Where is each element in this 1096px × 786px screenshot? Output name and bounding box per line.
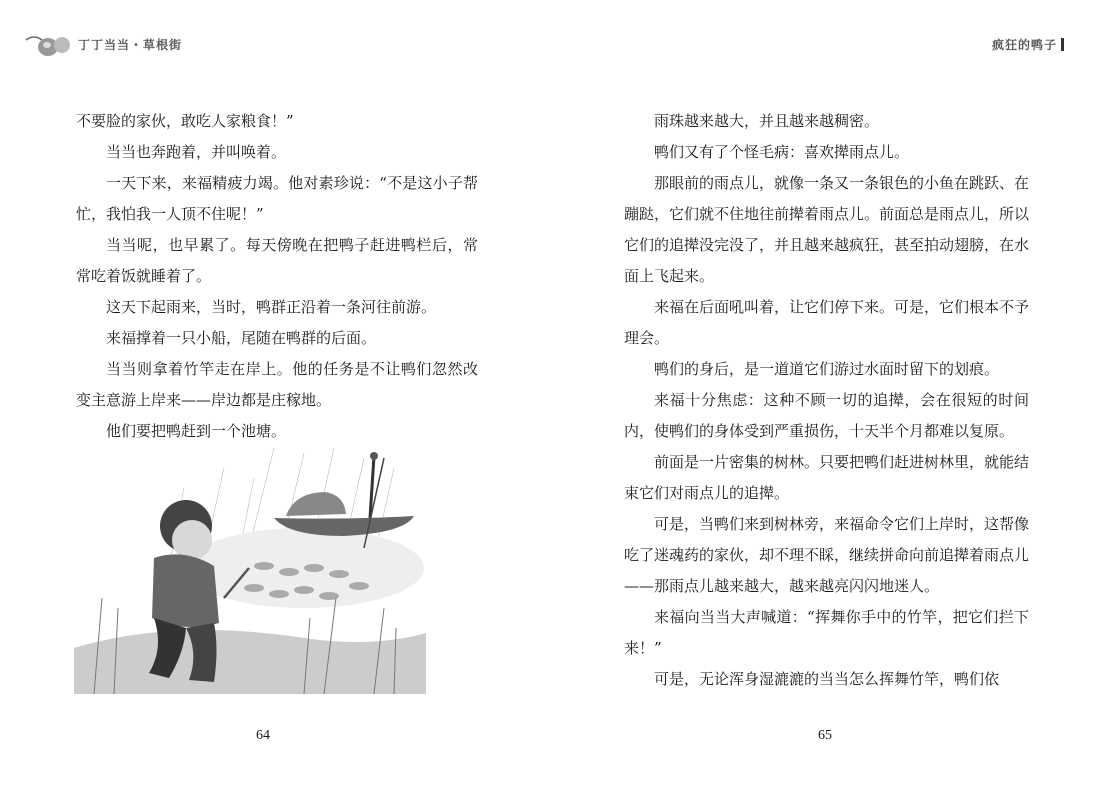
paragraph: 雨珠越来越大，并且越来越稠密。 [654,112,880,130]
chapter-title: 疯狂的鸭子 [991,38,1057,52]
paragraph: 那眼前的雨点儿，就像一条又一条银色的小鱼在跳跃、在蹦跶，它们就不住地往前撵着雨点儿。前面总是雨点儿，所以它们的追撵没完没了，并且越来越疯狂，甚至拍动翅膀，在水面上飞起来。 [624,174,1030,285]
paragraph: 当当则拿着竹竿走在岸上。他的任务是不让鸭们忽然改变主意游上岸来——岸边都是庄稼地。 [76,360,478,409]
paragraph: 鸭们又有了个怪毛病：喜欢撵雨点儿。 [654,143,910,161]
running-header-chapter [992,36,1064,53]
paragraph: 他们要把鸭赶到一个池塘。 [106,422,287,440]
gourd-logo-icon [24,30,74,60]
paragraph: 可是，无论浑身湿漉漉的当当怎么挥舞竹竿，鸭们依 [654,670,1000,688]
right-page-text [624,106,1029,695]
page-number: 64 [256,728,270,743]
paragraph: 一天下来，来福精疲力竭。他对素珍说：“不是这小子帮忙，我怕我一人顶不住呢！” [76,174,478,223]
paragraph: 来福向当当大声喊道：“挥舞你手中的竹竿，把它们拦下来！” [624,608,1029,657]
paragraph: 当当也奔跑着，并叫唤着。 [106,143,287,161]
right-page [548,0,1096,786]
paragraph: 前面是一片密集的树林。只要把鸭们赶进树林里，就能结束它们对雨点儿的追撵。 [624,453,1030,502]
running-header: 丁丁当当・草根街 [78,38,183,52]
paragraph: 不要脸的家伙，敢吃人家粮食！” [76,112,294,130]
page-number: 65 [818,728,832,743]
paragraph: 可是，当鸭们来到树林旁，来福命令它们上岸时，这帮像吃了迷魂药的家伙，却不理不睬，继续拼命向前追撵着雨点儿——那雨点儿越来越大，越来越亮闪闪地迷人。 [624,515,1030,595]
illustration-boy-ducks-boat [74,448,426,694]
left-page-text [76,106,478,447]
paragraph: 这天下起雨来，当时，鸭群正沿着一条河往前游。 [106,298,437,316]
paragraph: 当当呢，也早累了。每天傍晚在把鸭子赶进鸭栏后，常常吃着饭就睡着了。 [76,236,478,285]
paragraph: 来福十分焦虑：这种不顾一切的追撵，会在很短的时间内，使鸭们的身体受到严重损伤，十天半个月都难以复原。 [624,391,1029,440]
paragraph: 来福在后面吼叫着，让它们停下来。可是，它们根本不予理会。 [624,298,1030,347]
paragraph: 来福撑着一只小船，尾随在鸭群的后面。 [106,329,377,347]
paragraph: 鸭们的身后，是一道道它们游过水面时留下的划痕。 [654,360,1000,378]
header-bar-mark [1061,38,1064,51]
